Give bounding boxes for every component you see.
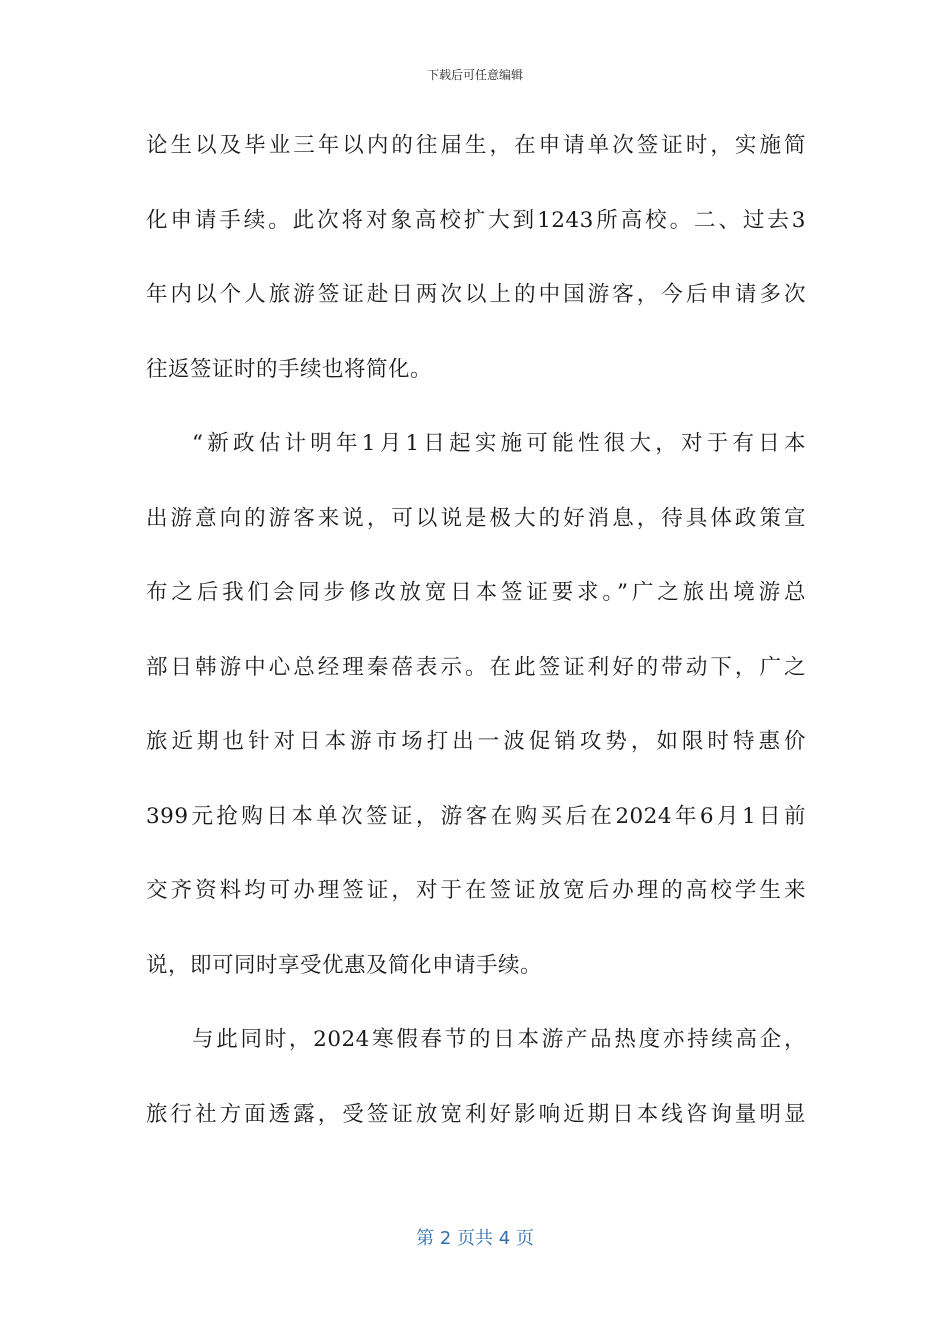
text-line: 旅行社方面透露，受签证放宽利好影响近期日本线咨询量明显 xyxy=(146,1101,806,1127)
text-line: 出游意向的游客来说，可以说是极大的好消息，待具体政策宣 xyxy=(146,505,806,531)
page-header: 下载后可任意编辑 xyxy=(426,68,523,82)
text-line: 化申请手续。此次将对象高校扩大到1243所高校。二、过去3 xyxy=(146,207,806,233)
text-line: 交齐资料均可办理签证，对于在签证放宽后办理的高校学生来 xyxy=(146,878,806,903)
text-line: 399元抢购日本单次签证，游客在购买后在2024年6月1日前 xyxy=(146,803,806,829)
text-line: 年内以个人旅游签证赴日两次以上的中国游客，今后申请多次 xyxy=(146,282,806,307)
text-line: 说，即可同时享受优惠及简化申请手续。 xyxy=(146,952,543,978)
text-line: 布之后我们会同步修改放宽日本签证要求。”广之旅出境游总 xyxy=(146,580,806,605)
text-line: 往返签证时的手续也将简化。 xyxy=(146,356,433,382)
text-line: 与此同时，2024寒假春节的日本游产品热度亦持续高企， xyxy=(192,1027,806,1052)
text-line: 论生以及毕业三年以内的往届生，在申请单次签证时，实施简 xyxy=(146,133,806,158)
text-line: 旅近期也针对日本游市场打出一波促销攻势，如限时特惠价 xyxy=(146,729,806,754)
page-number-footer: 第 2 页共 4 页 xyxy=(416,1228,534,1249)
text-line: “新政估计明年1月1日起实施可能性很大，对于有日本 xyxy=(192,431,806,456)
document-body xyxy=(146,118,806,1161)
text-line: 部日韩游中心总经理秦蓓表示。在此签证利好的带动下，广之 xyxy=(146,654,806,680)
